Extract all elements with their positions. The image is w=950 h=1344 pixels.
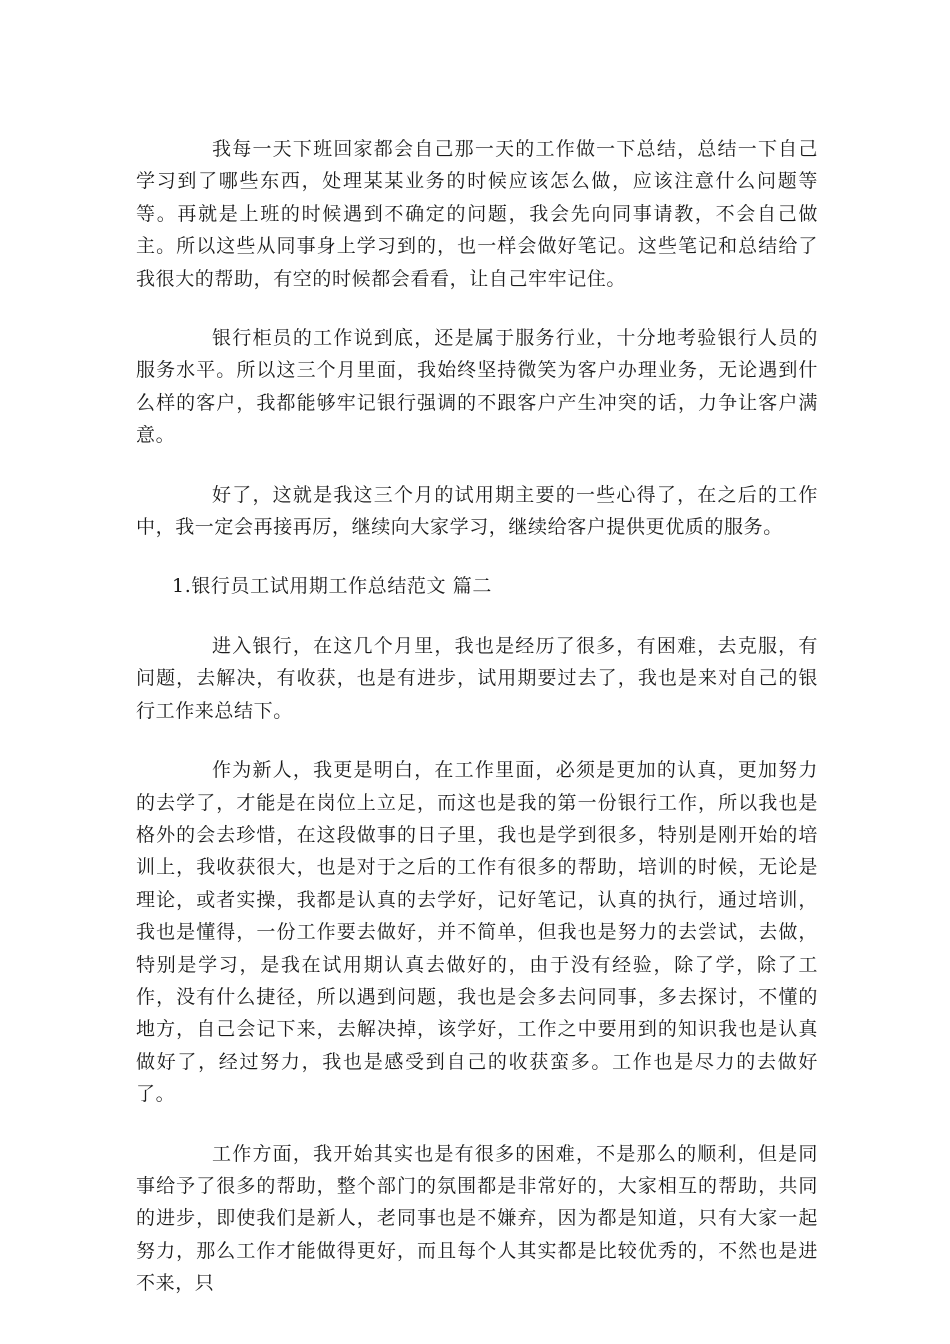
paragraph-introduction: 进入银行，在这几个月里，我也是经历了很多，有困难，去克服，有问题，去解决，有收获，也是有进步，试用期要过去了，我也是来对自己的银行工作来总结下。 bbox=[136, 634, 818, 722]
document-body bbox=[136, 133, 818, 1327]
paragraph-daily-summary: 我每一天下班回家都会自己那一天的工作做一下总结，总结一下自己学习到了哪些东西，处理某某业务的时候应该怎么做，应该注意什么问题等等。再就是上班的时候遇到不确定的问题，我会先向同事请教，不会自己做主。所以这些从同事身上学习到的，也一样会做好笔记。这些笔记和总结给了我很大的帮助，有空的时候都会看看，让自己牢牢记住。 bbox=[136, 138, 818, 290]
paragraph-work-aspects: 工作方面，我开始其实也是有很多的困难，不是那么的顺利，但是同事给予了很多的帮助，整个部门的氛围都是非常好的，大家相互的帮助，共同的进步，即使我们是新人，老同事也是不嫌弃，因为都是知道，只有大家一起努力，那么工作才能做得更好，而且每个人其实都是比较优秀的，不然也是进不来，只 bbox=[136, 1142, 818, 1295]
paragraph-conclusion: 好了，这就是我这三个月的试用期主要的一些心得了，在之后的工作中，我一定会再接再厉，继续向大家学习，继续给客户提供更优质的服务。 bbox=[136, 483, 818, 539]
paragraph-service-attitude: 银行柜员的工作说到底，还是属于服务行业，十分地考验银行人员的服务水平。所以这三个月里面，我始终坚持微笑为客户办理业务，无论遇到什么样的客户，我都能够牢记银行强调的不跟客户产生冲突的话，力争让客户满意。 bbox=[136, 327, 818, 447]
section-heading: 1.银行员工试用期工作总结范文 篇二 bbox=[172, 575, 492, 598]
paragraph-newcomer-learning: 作为新人，我更是明白，在工作里面，必须是更加的认真，更加努力的去学了，才能是在岗位上立足，而这也是我的第一份银行工作，所以我也是格外的会去珍惜，在这段做事的日子里，我也是学到很多，特别是刚开始的培训上，我收获很大，也是对于之后的工作有很多的帮助，培训的时候，无论是理论，或者实操，我都是认真的去学好，记好笔记，认真的执行，通过培训，我也是懂得，一份工作要去做好，并不简单，但我也是努力的去尝试，去做，特别是学习，是我在试用期认真去做好的，由于没有经验，除了学，除了工作，没有什么捷径，所以遇到问题，我也是会多去问同事，多去探讨，不懂的地方，自己会记下来，去解决掉，该学好，工作之中要用到的知识我也是认真做好了，经过努力，我也是感受到自己的收获蛮多。工作也是尽力的去做好了。 bbox=[136, 759, 818, 1106]
